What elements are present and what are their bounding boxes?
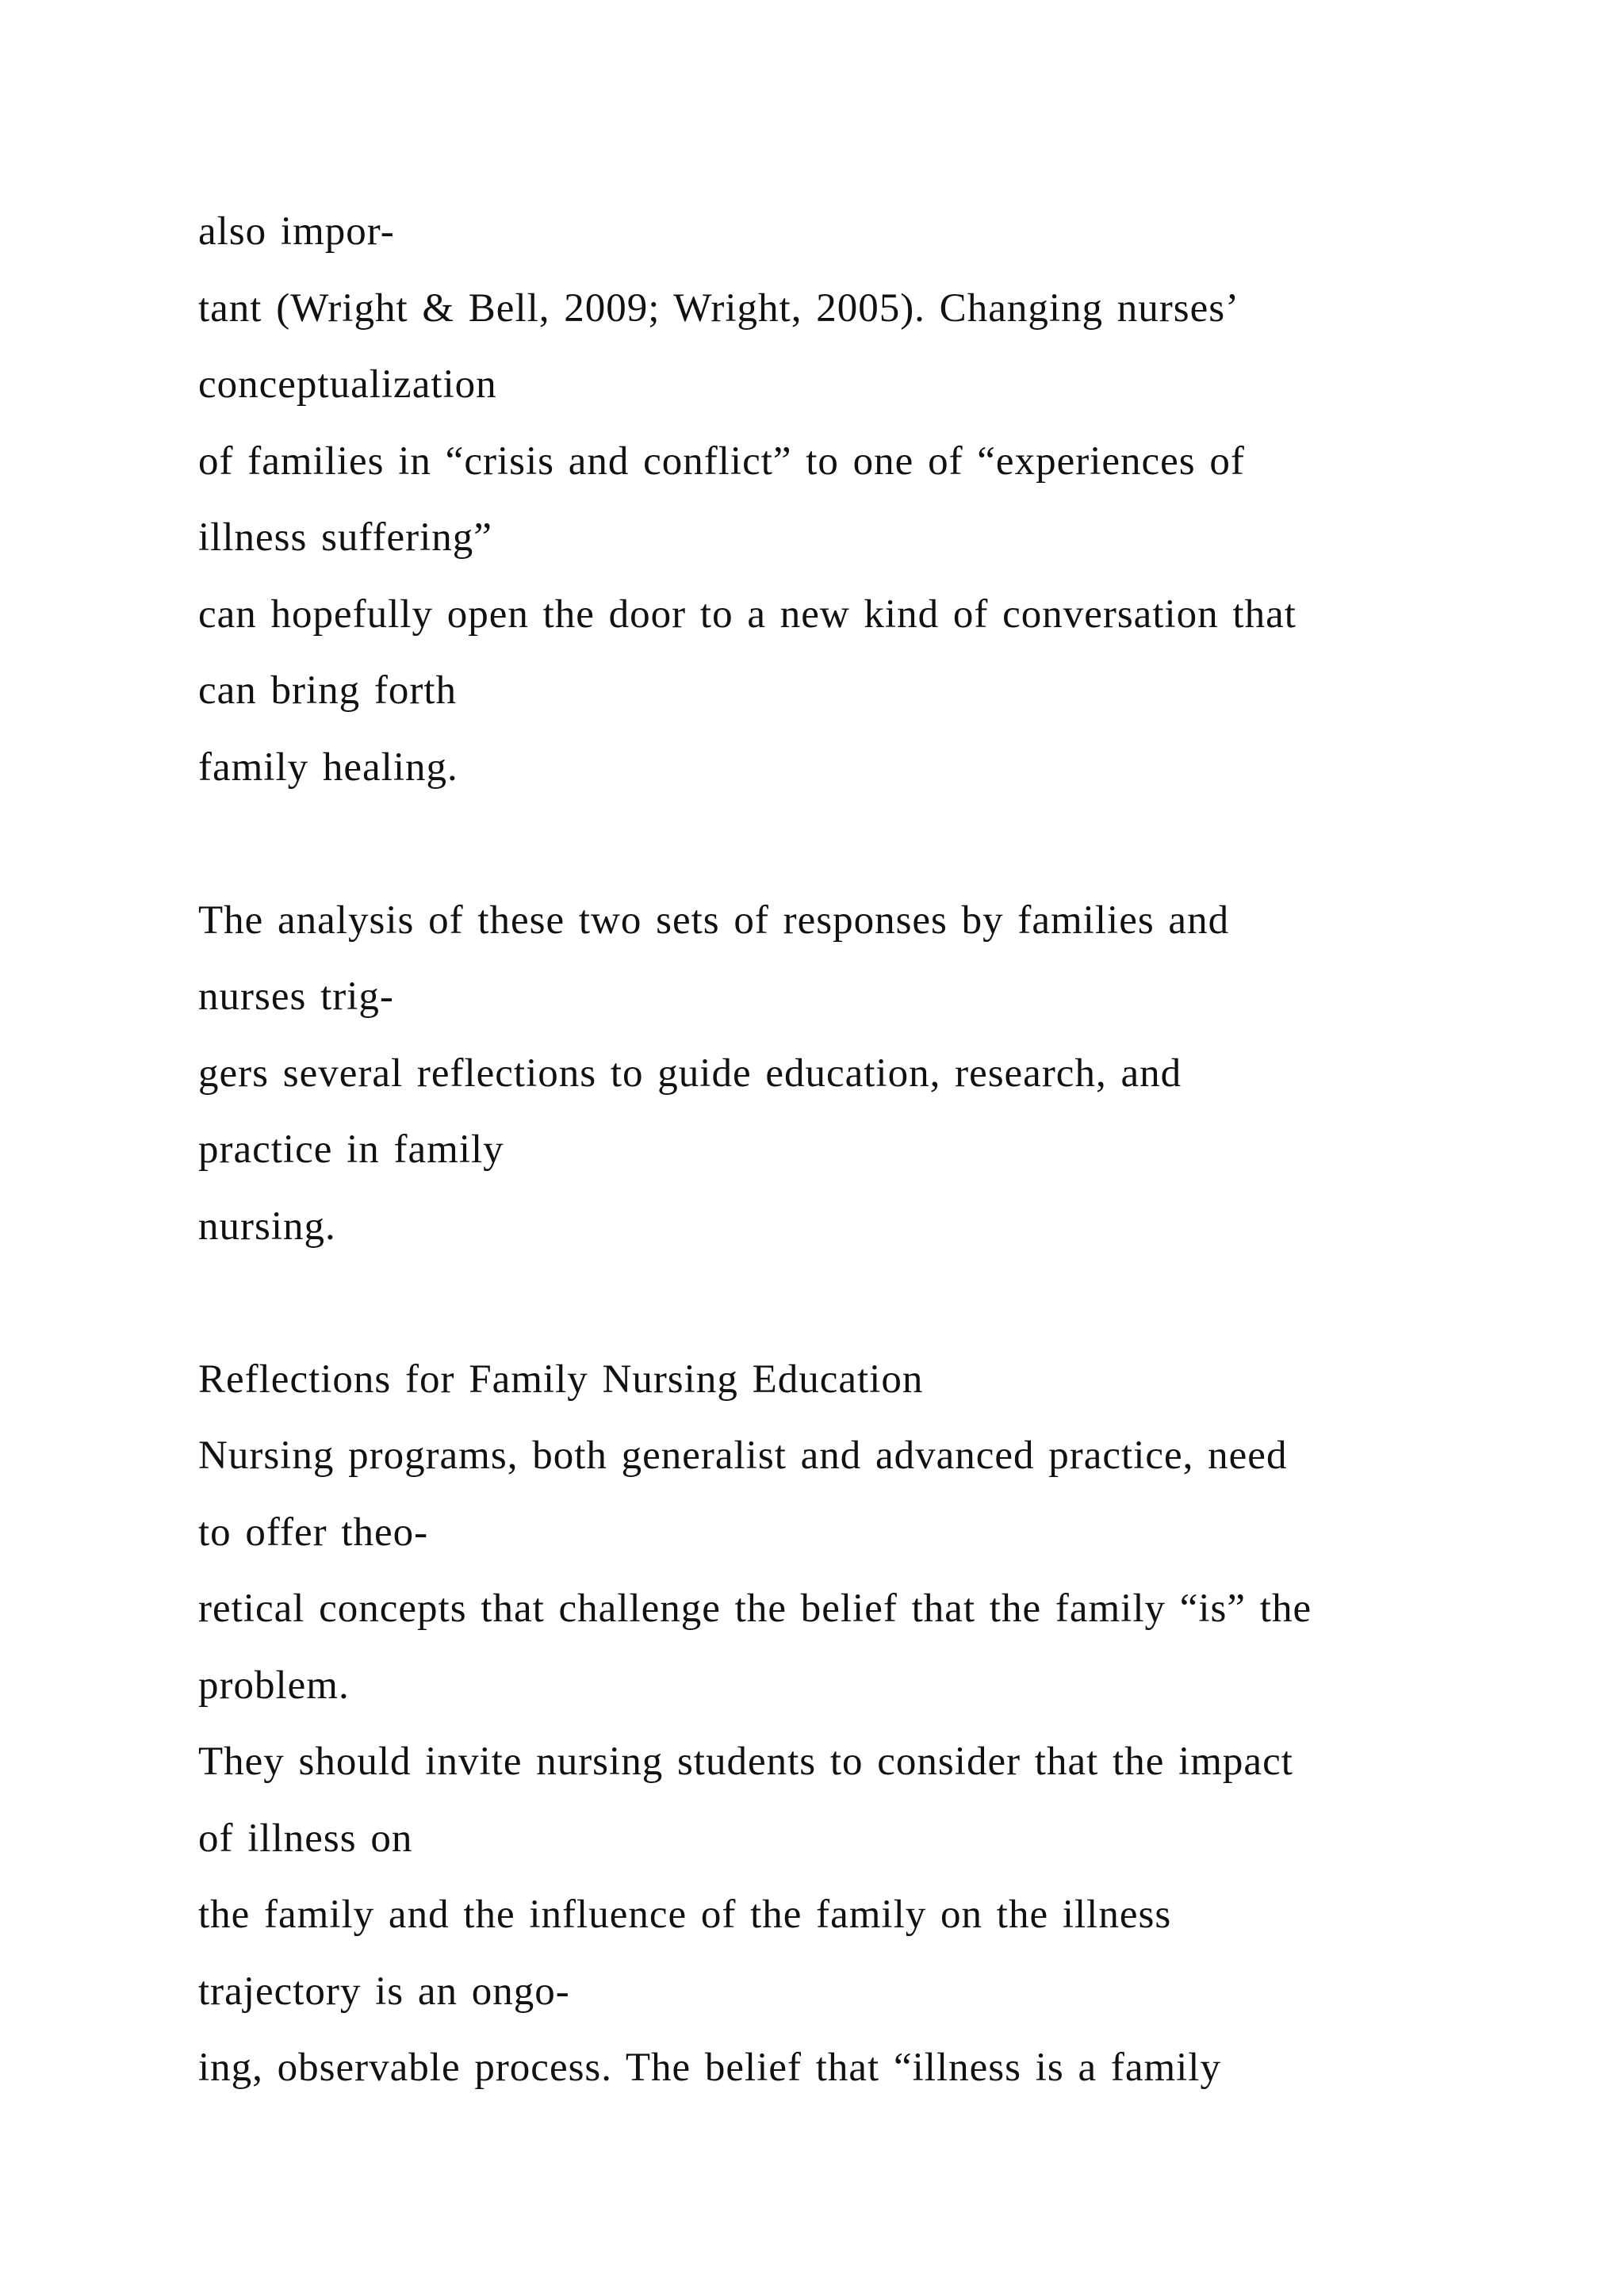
text-line: gers several reflections to guide education, research, and (198, 1050, 1182, 1096)
text-line: can hopefully open the door to a new kind of conversation that (198, 591, 1297, 637)
text-line: of illness on (198, 1816, 413, 1861)
paragraph-spacer (198, 806, 1546, 882)
section-heading: Reflections for Family Nursing Education (198, 1357, 924, 1402)
text-line: Nursing programs, both generalist and advanced practice, need (198, 1433, 1288, 1478)
text-line: practice in family (198, 1127, 504, 1172)
text-line: nurses trig- (198, 974, 394, 1019)
text-line: tant (Wright & Bell, 2009; Wright, 2005). Changing nurses’ (198, 285, 1240, 331)
body-text (198, 193, 1546, 2107)
text-line: The analysis of these two sets of responses by families and (198, 897, 1230, 943)
text-line: conceptualization (198, 362, 497, 407)
text-line: illness suffering” (198, 515, 492, 560)
text-line: They should invite nursing students to consider that the impact (198, 1739, 1293, 1784)
text-line: trajectory is an ongo- (198, 1969, 570, 2014)
text-line: also impor- (198, 209, 395, 254)
text-line: can bring forth (198, 668, 458, 713)
text-line: problem. (198, 1663, 350, 1708)
paragraph-spacer (198, 1265, 1546, 1341)
text-line: retical concepts that challenge the belief that the family “is” the (198, 1586, 1312, 1631)
text-line: to offer theo- (198, 1510, 429, 1555)
text-line: ing, observable process. The belief that “illness is a family (198, 2045, 1221, 2090)
text-line: nursing. (198, 1203, 336, 1249)
text-line: the family and the influence of the family on the illness (198, 1892, 1172, 1937)
text-line: family healing. (198, 744, 458, 790)
text-line: of families in “crisis and conflict” to one of “experiences of (198, 438, 1245, 484)
